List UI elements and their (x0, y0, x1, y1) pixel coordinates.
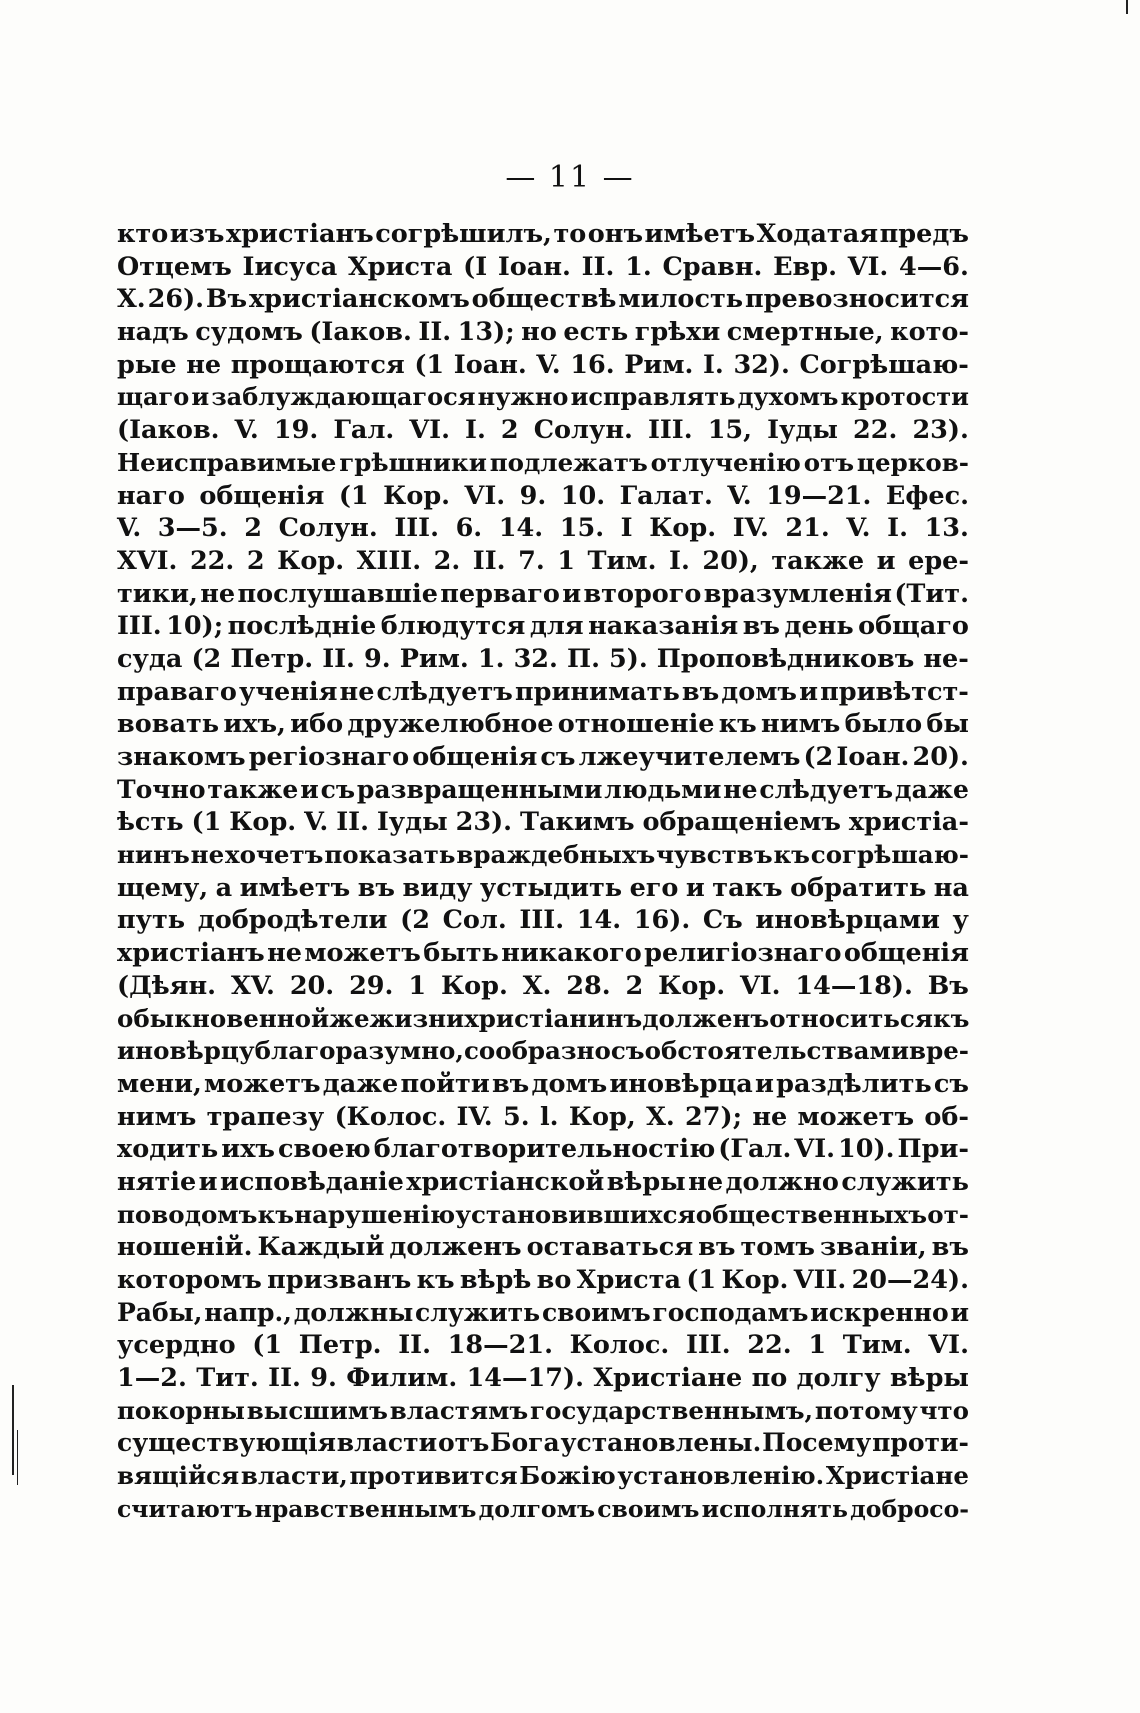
text-line: нимъ трапезу (Колос. IV. 5. l. Кор, X. 27); не можетъ об- (117, 1101, 969, 1132)
text-line: наго общенія (1 Кор. VI. 9. 10. Галат. V. 19—21. Ефес. (117, 480, 969, 511)
text-line: знакомъ регіознаго общенія съ лжеучителемъ (2 Іоан. 20). (117, 742, 969, 772)
text-line: которомъ призванъ къ вѣрѣ во Христа (1 Кор. VII. 20—24). (117, 1265, 969, 1295)
text-line: обыкновенной же жизни христіанинъ долженъ относиться къ (117, 1003, 970, 1033)
text-line: Неисправимые грѣшники подлежатъ отлученію отъ церков- (117, 447, 969, 477)
text-line: ношеній. Каждый долженъ оставаться въ томъ званіи, въ (117, 1232, 969, 1263)
text-line: (Іаков. V. 19. Гал. VI. І. 2 Солун. ІІІ. 15, Іуды 22. 23). (117, 415, 969, 446)
text-line: рые не прощаются (1 Іоан. V. 16. Рим. І. 32). Согрѣшаю- (117, 349, 969, 380)
text-line: считаютъ нравственнымъ долгомъ своимъ исполнять добросо- (117, 1494, 969, 1523)
text-line: XVI. 22. 2 Кор. XIII. 2. ІІ. 7. 1 Тим. І. 20), также и ере- (117, 545, 969, 576)
text-line: покорны высшимъ властямъ государственнымъ, потому что (117, 1395, 969, 1425)
text-line: ІІІ. 10); послѣдніе блюдутся для наказанія въ день общаго (117, 611, 969, 642)
text-line: тики, не послушавшіе перваго и второго вразумленія (Тит. (117, 578, 969, 609)
text-line: нинъ не хочетъ показать враждебныхъ чувствъ къ согрѣшаю- (117, 840, 969, 870)
text-line: ѣсть (1 Кор. V. ІІ. Іуды 23). Такимъ обращеніемъ христіа- (117, 807, 969, 838)
text-line: путь добродѣтели (2 Сол. ІІІ. 14. 16). Съ иновѣрцами у (117, 905, 969, 936)
text-line: 1—2. Тит. ІІ. 9. Филим. 14—17). Христіане по долгу вѣры (117, 1363, 969, 1394)
text-line: щаго и заблуждающагося нужно исправлять духомъ кротости (117, 382, 969, 412)
scan-edge-mark-top (1126, 0, 1128, 14)
text-line: мени, можетъ даже пойти въ домъ иновѣрца и раздѣлить съ (117, 1068, 969, 1099)
text-line: праваго ученія не слѣдуетъ принимать въ домъ и привѣтст- (117, 676, 969, 707)
page-number: — 11 — (505, 160, 635, 195)
text-line: нятіе и исповѣданіе христіанской вѣры не должно служить (117, 1166, 969, 1197)
text-line: вящійся власти, противится Божію установленію. Христіане (117, 1461, 969, 1491)
text-line: ходить ихъ своею благотворительностію (Гал. VI. 10). При- (117, 1134, 969, 1165)
scan-edge-mark-left-2 (17, 1430, 18, 1485)
text-line: христіанъ не можетъ быть никакого религіознаго общенія (117, 938, 969, 969)
text-line: Рабы, напр., должны служить своимъ господамъ искренно и (117, 1297, 969, 1327)
text-line: X. 26). Въ христіанскомъ обществѣ милость превозносится (117, 284, 969, 315)
text-line: V. 3—5. 2 Солун. ІІІ. 6. 14. 15. І Кор. IV. 21. V. І. 13. (117, 513, 969, 544)
text-line: существующія власти отъ Бога установлены. Посему проти- (117, 1428, 969, 1458)
text-line: иновѣрцу благоразумно, сообразно съ обстоятельствами вре- (117, 1036, 969, 1066)
text-line: Отцемъ Іисуса Христа (І Іоан. ІІ. 1. Сравн. Евр. VI. 4—6. (117, 251, 969, 282)
scan-edge-mark-left (12, 1385, 14, 1475)
text-line: кто изъ христіанъ согрѣшилъ, то онъ имѣетъ Ходатая предъ (117, 219, 969, 249)
text-line: суда (2 Петр. ІІ. 9. Рим. 1. 32. П. 5). Проповѣдниковъ не- (117, 643, 969, 674)
text-line: Точно также и съ развращенными людьми не слѣдуетъ даже (117, 774, 969, 804)
text-line: надъ судомъ (Іаков. ІІ. 13); но есть грѣхи смертные, кото- (117, 317, 969, 348)
text-line: вовать ихъ, ибо дружелюбное отношеніе къ нимъ было бы (117, 709, 969, 740)
text-line: щему, а имѣетъ въ виду устыдить его и такъ обратить на (117, 872, 969, 903)
text-line: (Дѣян. XV. 20. 29. 1 Кор. X. 28. 2 Кор. VI. 14—18). Въ (117, 970, 969, 1001)
body-text (117, 218, 969, 1526)
text-line: поводомъ къ нарушенію установившихся общественныхъ от- (117, 1199, 969, 1229)
text-line: усердно (1 Петр. ІІ. 18—21. Колос. ІІІ. 22. 1 Тим. VI. (117, 1330, 969, 1361)
